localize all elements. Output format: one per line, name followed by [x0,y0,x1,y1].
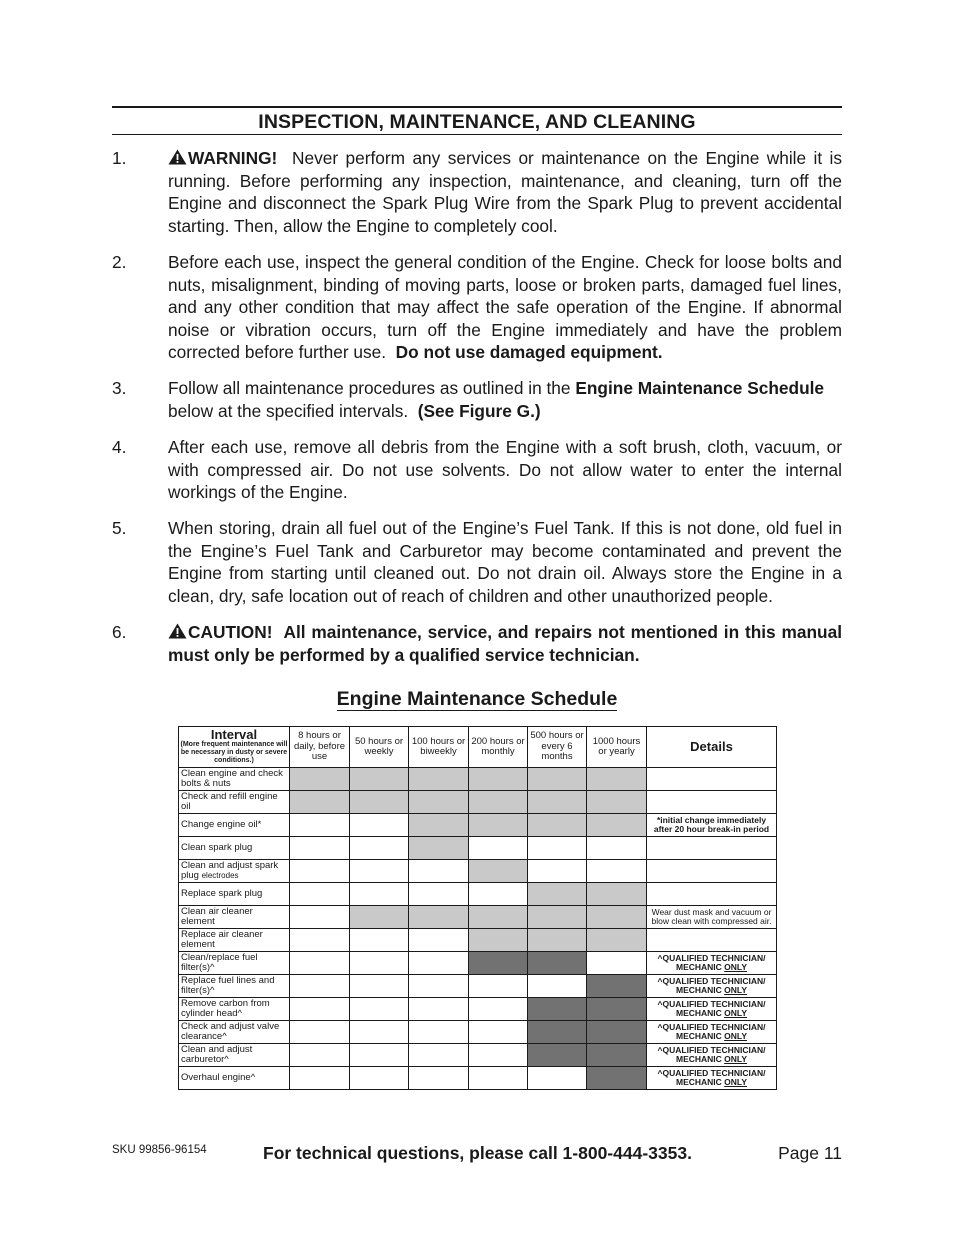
table-row [179,791,777,814]
table-row [179,929,777,952]
interval-cell-scheduled [350,906,409,929]
table-row [179,883,777,906]
interval-cell-scheduled [528,929,587,952]
task-label: Clean air cleaner element [181,905,253,927]
interval-cell-empty [350,998,409,1021]
task-label: Replace air cleaner element [181,928,263,950]
task-label: Clean/replace fuel filter(s)^ [181,951,258,973]
interval-cell-qualified [587,998,647,1021]
interval-cell-empty [290,837,350,860]
task-cell [179,791,290,814]
item-text: All maintenance, service, and repairs not mentioned in this manual must only be performed by a qualified service technician. [168,622,842,665]
interval-cell-scheduled [587,791,647,814]
interval-cell-qualified [587,1021,647,1044]
details-text: ^QUALIFIED TECHNICIAN/ MECHANIC [657,1044,766,1064]
details-cell [647,952,777,975]
interval-cell-scheduled [528,906,587,929]
task-cell [179,1067,290,1090]
item-text: below at the specified intervals. [168,400,409,421]
column-header: 50 hours or weekly [350,727,409,768]
task-cell [179,837,290,860]
interval-cell-empty [290,883,350,906]
details-emphasis: ONLY [724,1054,747,1064]
interval-cell-empty [350,883,409,906]
column-header: 100 hours or biweekly [409,727,469,768]
table-row [179,1044,777,1067]
interval-header [179,727,290,768]
interval-cell-qualified [587,1044,647,1067]
interval-cell-empty [528,837,587,860]
interval-cell-scheduled [587,814,647,837]
task-label: Clean and adjust spark plug [181,859,279,881]
interval-cell-empty [587,952,647,975]
interval-cell-empty [469,1044,528,1067]
details-cell [647,768,777,791]
table-row [179,1021,777,1044]
details-cell [647,975,777,998]
interval-cell-empty [409,883,469,906]
column-header: 8 hours or daily, before use [290,727,350,768]
interval-cell-empty [350,975,409,998]
details-text: ^QUALIFIED TECHNICIAN/ MECHANIC [657,975,766,995]
details-cell [647,814,777,837]
item-text: When storing, drain all fuel out of the Engine’s Fuel Tank. If this is not done, old fuel in the Engine’s Fuel Tank and Carburetor may become contaminated and prevent the Engine from starting until cleaned out. Do not drain oil. Always store the Engine in a clean, dry, safe location out of reach of children and other unauthorized people. [168,518,842,606]
interval-cell-empty [290,1021,350,1044]
interval-cell-empty [469,837,528,860]
caution-triangle-icon [168,623,187,639]
task-label: Remove carbon from cylinder head^ [181,997,270,1019]
interval-cell-scheduled [350,791,409,814]
interval-cell-empty [587,860,647,883]
item-bold-text: (See Figure G.) [417,400,541,421]
details-cell [647,860,777,883]
caution-label: CAUTION! [188,622,273,642]
interval-cell-qualified [528,952,587,975]
details-cell [647,1044,777,1067]
interval-cell-scheduled [350,768,409,791]
interval-cell-empty [587,837,647,860]
task-label: Replace fuel lines and filter(s)^ [181,974,275,996]
interval-cell-scheduled [409,906,469,929]
task-cell [179,906,290,929]
table-row [179,837,777,860]
interval-cell-empty [350,952,409,975]
task-label: Check and refill engine oil [181,790,278,812]
interval-cell-empty [409,975,469,998]
table-row [179,814,777,837]
interval-cell-empty [469,975,528,998]
interval-cell-empty [350,1067,409,1090]
table-row [179,952,777,975]
task-cell [179,1044,290,1067]
item-number: 1. [112,148,127,168]
interval-cell-scheduled [469,929,528,952]
interval-cell-scheduled [587,883,647,906]
warning-label: WARNING! [188,148,278,168]
interval-cell-empty [290,998,350,1021]
interval-cell-scheduled [528,883,587,906]
maintenance-schedule-table [178,726,777,1090]
interval-cell-scheduled [528,768,587,791]
column-header: 200 hours or monthly [469,727,528,768]
column-header: 500 hours or every 6 months [528,727,587,768]
task-label: Clean engine and check bolts & nuts [181,767,283,789]
details-emphasis: ONLY [724,1077,747,1087]
interval-cell-scheduled [469,791,528,814]
task-label: Clean spark plug [181,841,253,853]
details-cell [647,791,777,814]
interval-cell-scheduled [469,906,528,929]
task-cell [179,768,290,791]
task-label: Change engine oil* [181,818,262,830]
details-cell [647,837,777,860]
interval-cell-scheduled [587,768,647,791]
table-row [179,860,777,883]
interval-cell-empty [350,1044,409,1067]
interval-cell-empty [528,1067,587,1090]
item-number: 5. [112,518,127,538]
interval-cell-empty [469,1067,528,1090]
details-text: ^QUALIFIED TECHNICIAN/ MECHANIC [657,1067,766,1087]
item-text: Before each use, inspect the general condition of the Engine. Check for loose bolts and nuts, misalignment, binding of moving parts, loose or broken parts, damaged fuel lines, and any other condition that may affect the safe operation of the Engine. If abnormal noise or vibration occurs, turn off the Engine immediately and have the problem corrected before further use. [168,252,842,362]
interval-cell-qualified [469,952,528,975]
task-cell [179,1021,290,1044]
interval-cell-qualified [587,975,647,998]
details-emphasis: ONLY [724,962,747,972]
interval-cell-empty [469,1021,528,1044]
interval-cell-empty [469,883,528,906]
item-text: After each use, remove all debris from the Engine with a soft brush, cloth, vacuum, or with compressed air. Do not use solvents. Do not allow water to enter the internal workings of the Engine. [168,437,842,502]
details-cell [647,1067,777,1090]
task-cell [179,929,290,952]
interval-cell-empty [409,929,469,952]
item-number: 4. [112,437,127,457]
interval-cell-empty [409,860,469,883]
interval-cell-empty [290,929,350,952]
details-cell [647,929,777,952]
task-cell [179,814,290,837]
warning-triangle-icon [168,149,187,165]
footer-support-line: For technical questions, please call 1-800-444-3353. [263,1143,692,1163]
interval-cell-empty [350,860,409,883]
details-text: Wear dust mask and vacuum or blow clean with compressed air. [651,906,772,926]
interval-cell-empty [528,975,587,998]
details-cell [647,998,777,1021]
interval-cell-scheduled [409,768,469,791]
item-number: 3. [112,378,127,398]
section-title: INSPECTION, MAINTENANCE, AND CLEANING [258,111,696,133]
details-cell [647,883,777,906]
task-cell [179,883,290,906]
interval-cell-scheduled [469,814,528,837]
interval-cell-qualified [528,998,587,1021]
table-row [179,998,777,1021]
task-cell [179,952,290,975]
interval-cell-scheduled [528,791,587,814]
interval-cell-scheduled [409,814,469,837]
interval-cell-empty [290,1067,350,1090]
details-text: ^QUALIFIED TECHNICIAN/ MECHANIC [657,1021,766,1041]
details-header: Details [647,727,777,768]
column-header: 1000 hours or yearly [587,727,647,768]
task-cell [179,860,290,883]
page-number: Page 11 [778,1143,842,1163]
details-text: *initial change immediately after 20 hour break-in period [653,814,770,834]
interval-cell-scheduled [587,906,647,929]
task-cell [179,998,290,1021]
interval-cell-scheduled [409,791,469,814]
item-number: 2. [112,252,127,272]
interval-cell-qualified [587,1067,647,1090]
interval-cell-scheduled [409,837,469,860]
details-emphasis: ONLY [724,1008,747,1018]
interval-cell-empty [528,860,587,883]
task-label-small: electrodes [201,871,239,880]
interval-cell-qualified [528,1021,587,1044]
interval-cell-scheduled [290,768,350,791]
interval-cell-qualified [528,1044,587,1067]
interval-cell-empty [290,975,350,998]
interval-cell-empty [409,998,469,1021]
section-header [112,106,842,135]
details-cell [647,906,777,929]
item-bold-text: Engine Maintenance Schedule [575,378,825,398]
interval-cell-scheduled [469,860,528,883]
schedule-title: Engine Maintenance Schedule [336,688,618,710]
interval-cell-scheduled [469,768,528,791]
interval-note: (More frequent maintenance will be necessary in dusty or severe conditions.) [180,741,288,764]
footer-sku: SKU 99856-96154 [112,1144,207,1156]
task-label: Replace spark plug [181,887,263,899]
details-text: ^QUALIFIED TECHNICIAN/ MECHANIC [657,952,766,972]
interval-cell-empty [290,860,350,883]
details-emphasis: ONLY [724,985,747,995]
item-number: 6. [112,622,127,642]
interval-cell-empty [409,1044,469,1067]
table-row [179,1067,777,1090]
interval-cell-scheduled [587,929,647,952]
interval-cell-empty [409,1021,469,1044]
table-header-row [179,727,777,768]
interval-cell-empty [350,929,409,952]
details-text: ^QUALIFIED TECHNICIAN/ MECHANIC [657,998,766,1018]
interval-cell-scheduled [528,814,587,837]
table-row [179,906,777,929]
details-cell [647,1021,777,1044]
task-cell [179,975,290,998]
interval-cell-empty [409,952,469,975]
task-label: Clean and adjust carburetor^ [181,1043,253,1065]
details-emphasis: ONLY [724,1031,747,1041]
table-row [179,975,777,998]
interval-cell-empty [350,1021,409,1044]
interval-cell-empty [350,814,409,837]
interval-cell-empty [409,1067,469,1090]
item-text: Never perform any services or maintenance on the Engine while it is running. Before performing any inspection, maintenance, and cleaning, turn off the Engine and disconnect the Spark Plug Wire from the Spark Plug to prevent accidental starting. Then, allow the Engine to completely cool. [168,148,842,236]
interval-cell-empty [350,837,409,860]
interval-title: Interval [210,727,258,742]
table-row [179,768,777,791]
task-label: Overhaul engine^ [181,1071,256,1083]
task-label: Check and adjust valve clearance^ [181,1020,280,1042]
interval-cell-empty [469,998,528,1021]
interval-cell-empty [290,906,350,929]
item-bold-text: Do not use damaged equipment. [395,342,663,362]
interval-cell-empty [290,1044,350,1067]
interval-cell-empty [290,952,350,975]
item-text: Follow all maintenance procedures as outlined in the [168,378,571,398]
interval-cell-empty [290,814,350,837]
interval-cell-scheduled [290,791,350,814]
